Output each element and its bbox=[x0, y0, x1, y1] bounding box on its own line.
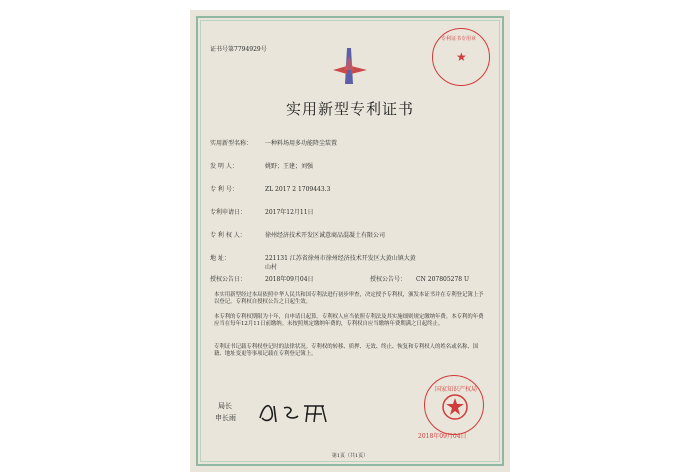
address-value-line1: 221131 江苏省徐州市徐州经济技术开发区大黄山镇大黄 bbox=[265, 255, 416, 262]
filing-date-value: 2017年12月11日 bbox=[265, 209, 314, 216]
grant-date-label: 授权公告日： bbox=[210, 276, 247, 283]
page-footer: 第1页（共1页） bbox=[331, 453, 369, 459]
paragraph-1: 本实用新型经过本局依照中华人民共和国专利法进行初步审查，决定授予专利权，颁发本证书并在专利登记簿上予以登记。专利权自授权公告之日起生效。 bbox=[214, 292, 484, 306]
inventor-label: 发 明 人： bbox=[210, 163, 238, 170]
patent-number-label: 专 利 号： bbox=[210, 186, 238, 193]
patent-number-value: ZL 2017 2 1709443.3 bbox=[265, 186, 331, 193]
certificate-number: 证书号第7794929号 bbox=[210, 46, 267, 53]
paragraph-2: 本专利的专利权期限为十年，自申请日起算。专利权人应当依照专利法及其实施细则规定缴纳年费。本专利的年费应当在每年12月11日前缴纳。未按照规定缴纳年费的，专利权自应当缴纳年费期满之日起终止。 bbox=[214, 314, 484, 328]
address-value-line2: 山村 bbox=[265, 264, 278, 271]
utility-name-value: 一种料场用多功能降尘装置 bbox=[265, 140, 338, 147]
director-signature bbox=[256, 398, 331, 428]
bottom-red-seal bbox=[424, 375, 484, 435]
certificate-title: 实用新型专利证书 bbox=[285, 100, 414, 118]
top-red-seal bbox=[432, 28, 490, 86]
paragraph-3: 专利证书记载专利权登记时的法律状况。专利权的转移、质押、无效、终止、恢复和专利权人的姓名或名称、国籍、地址变更等事项记载在专利登记簿上。 bbox=[214, 344, 479, 358]
seal-top-text: 专利证书专用章 bbox=[441, 36, 477, 42]
grant-number-label: 授权公告号： bbox=[370, 276, 407, 283]
patent-certificate bbox=[190, 10, 510, 472]
filing-date-label: 专利申请日： bbox=[210, 209, 247, 216]
seal-bottom-date: 2018年09月04日 bbox=[418, 433, 467, 440]
seal-bottom-text: 国家知识产权局 bbox=[435, 386, 478, 393]
national-emblem-icon bbox=[440, 392, 470, 422]
patent-office-logo bbox=[325, 46, 373, 86]
grant-date-value: 2018年09月04日 bbox=[265, 276, 314, 283]
signature-name-label: 申长雨 bbox=[215, 414, 236, 422]
patent-owner-value: 徐州经济技术开发区诚意商品混凝土有限公司 bbox=[265, 232, 386, 239]
inventor-value: 姚野；王建；刘强 bbox=[265, 163, 314, 170]
seal-star-icon: ★ bbox=[456, 50, 467, 64]
grant-number-value: CN 207805278 U bbox=[416, 276, 470, 283]
address-label: 地 址： bbox=[210, 255, 230, 262]
signature-title-label: 局长 bbox=[218, 402, 232, 410]
utility-name-label: 实用新型名称： bbox=[210, 140, 253, 147]
patent-owner-label: 专 利 权 人： bbox=[210, 232, 246, 239]
